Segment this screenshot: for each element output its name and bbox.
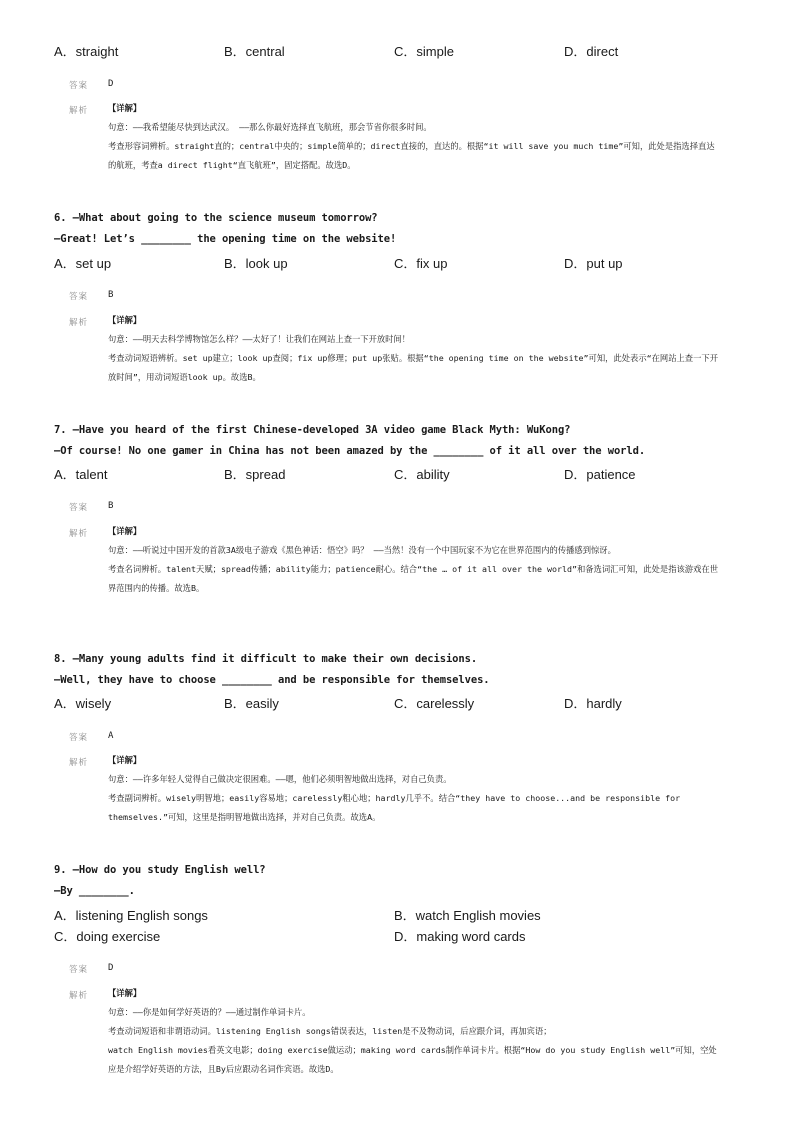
- q7-detail-heading: 【详解】: [108, 526, 142, 536]
- q6-analysis-text: 考查动词短语辨析。set up建立；look up查阅；fix up修理；put up张贴。根据“the opening time on the website”可知，此处表示“在网站上查一下开放时间”，用动词短语look up。故选B。: [108, 353, 718, 382]
- q8-option-a: A．wisely: [54, 696, 112, 711]
- q9-answer-label: 答案: [69, 965, 89, 975]
- q6-explanation: [108, 311, 720, 387]
- q5-answer-label: 答案: [69, 81, 89, 91]
- q8-option-c: C．carelessly: [394, 696, 475, 711]
- q5-option-c: C．simple: [394, 44, 454, 59]
- q8-option-b: B．easily: [224, 696, 279, 711]
- q9-analysis-text-1: 考查动词短语和非谓语动词。listening English songs错误表达，listen是不及物动词，后应跟介词，再加宾语；: [108, 1026, 552, 1036]
- q5-translation: 句意：——我希望能尽快到达武汉。 ——那么你最好选择直飞航班，那会节省你很多时间。: [108, 122, 432, 132]
- q9-option-b: B．watch English movies: [394, 908, 541, 923]
- q6-answer: B: [108, 290, 114, 300]
- q7-option-c: C．ability: [394, 467, 450, 482]
- q6-option-b: B．look up: [224, 256, 288, 271]
- q5-option-a: A．straight: [54, 44, 119, 59]
- q7-translation: 句意：——听说过中国开发的首款3A级电子游戏《黑色神话：悟空》吗？ ——当然！没有一个中国玩家不为它在世界范围内的传播感到惊讶。: [108, 545, 616, 555]
- q6-stem-line2: —Great! Let’s ________ the opening time on the website!: [54, 233, 397, 245]
- q8-analysis-text: 考查副词辨析。wisely明智地；easily容易地；carelessly粗心地；hardly几乎不。结合“they have to choose...and be responsible for themselves.”可知，这里是指明智地做出选择，并对自己负责。故选A。: [108, 793, 681, 822]
- q9-option-a: A．listening English songs: [54, 908, 208, 923]
- q9-analysis-label: 解析: [69, 991, 89, 1001]
- q9-option-d: D．making word cards: [394, 929, 526, 944]
- q7-stem-line1: 7. —Have you heard of the first Chinese-developed 3A video game Black Myth: WuKong?: [54, 424, 571, 436]
- q8-explanation: [108, 751, 720, 827]
- q9-stem-line2: —By ________.: [54, 885, 135, 897]
- q7-option-b: B．spread: [224, 467, 286, 482]
- q6-detail-heading: 【详解】: [108, 315, 142, 325]
- q8-stem-line1: 8. —Many young adults find it difficult to make their own decisions.: [54, 653, 478, 665]
- q7-stem-line2: —Of course! No one gamer in China has not been amazed by the ________ of it all over the world.: [54, 445, 646, 457]
- q8-detail-heading: 【详解】: [108, 755, 142, 765]
- q6-option-d: D．put up: [564, 256, 623, 271]
- q8-analysis-label: 解析: [69, 758, 89, 768]
- q6-option-c: C．fix up: [394, 256, 448, 271]
- q8-answer: A: [108, 731, 114, 741]
- q9-explanation: [108, 984, 720, 1079]
- q5-option-b: B．central: [224, 44, 285, 59]
- q6-answer-label: 答案: [69, 292, 89, 302]
- q8-option-d: D．hardly: [564, 696, 622, 711]
- q7-answer-label: 答案: [69, 503, 89, 513]
- q9-analysis-text-2: watch English movies看英文电影；doing exercise做运动；making word cards制作单词卡片。根据“How do you study English well”可知，空处应是介绍学好英语的方法，且By后应跟动名词作宾语。故选D。: [108, 1045, 717, 1074]
- q5-analysis-text: 考查形容词辨析。straight直的；central中央的；simple简单的；direct直接的，直达的。根据“it will save you much time”可知，此处是指选择直达的航班，考查a direct flight“直飞航班”，固定搭配。故选D。: [108, 141, 715, 170]
- q8-translation: 句意：——许多年轻人觉得自己做决定很困难。——嗯，他们必须明智地做出选择，对自己负责。: [108, 774, 452, 784]
- q9-option-c: C．doing exercise: [54, 929, 161, 944]
- q9-answer: D: [108, 963, 114, 973]
- q7-analysis-text: 考查名词辨析。talent天赋；spread传播；ability能力；patience耐心。结合“the … of it all over the world”和备选词汇可知，此处是指该游戏在世界范围内的传播。故选B。: [108, 564, 718, 593]
- q9-stem-line1: 9. —How do you study English well?: [54, 864, 266, 876]
- q6-translation: 句意：——明天去科学博物馆怎么样？——太好了！让我们在网站上查一下开放时间！: [108, 334, 411, 344]
- q7-analysis-label: 解析: [69, 529, 89, 539]
- q5-answer: D: [108, 79, 114, 89]
- q6-option-a: A．set up: [54, 256, 112, 271]
- q5-analysis-label: 解析: [69, 106, 89, 116]
- q7-explanation: [108, 522, 720, 598]
- q9-detail-heading: 【详解】: [108, 988, 142, 998]
- q8-stem-line2: —Well, they have to choose ________ and be responsible for themselves.: [54, 674, 490, 686]
- q7-answer: B: [108, 501, 114, 511]
- q6-analysis-label: 解析: [69, 318, 89, 328]
- q5-option-d: D．direct: [564, 44, 619, 59]
- q5-detail-heading: 【详解】: [108, 103, 142, 113]
- q7-option-d: D．patience: [564, 467, 636, 482]
- q5-explanation: [108, 99, 720, 175]
- q7-option-a: A．talent: [54, 467, 108, 482]
- q9-translation: 句意：——你是如何学好英语的？——通过制作单词卡片。: [108, 1007, 311, 1017]
- q6-stem-line1: 6. —What about going to the science museum tomorrow?: [54, 212, 378, 224]
- q8-answer-label: 答案: [69, 733, 89, 743]
